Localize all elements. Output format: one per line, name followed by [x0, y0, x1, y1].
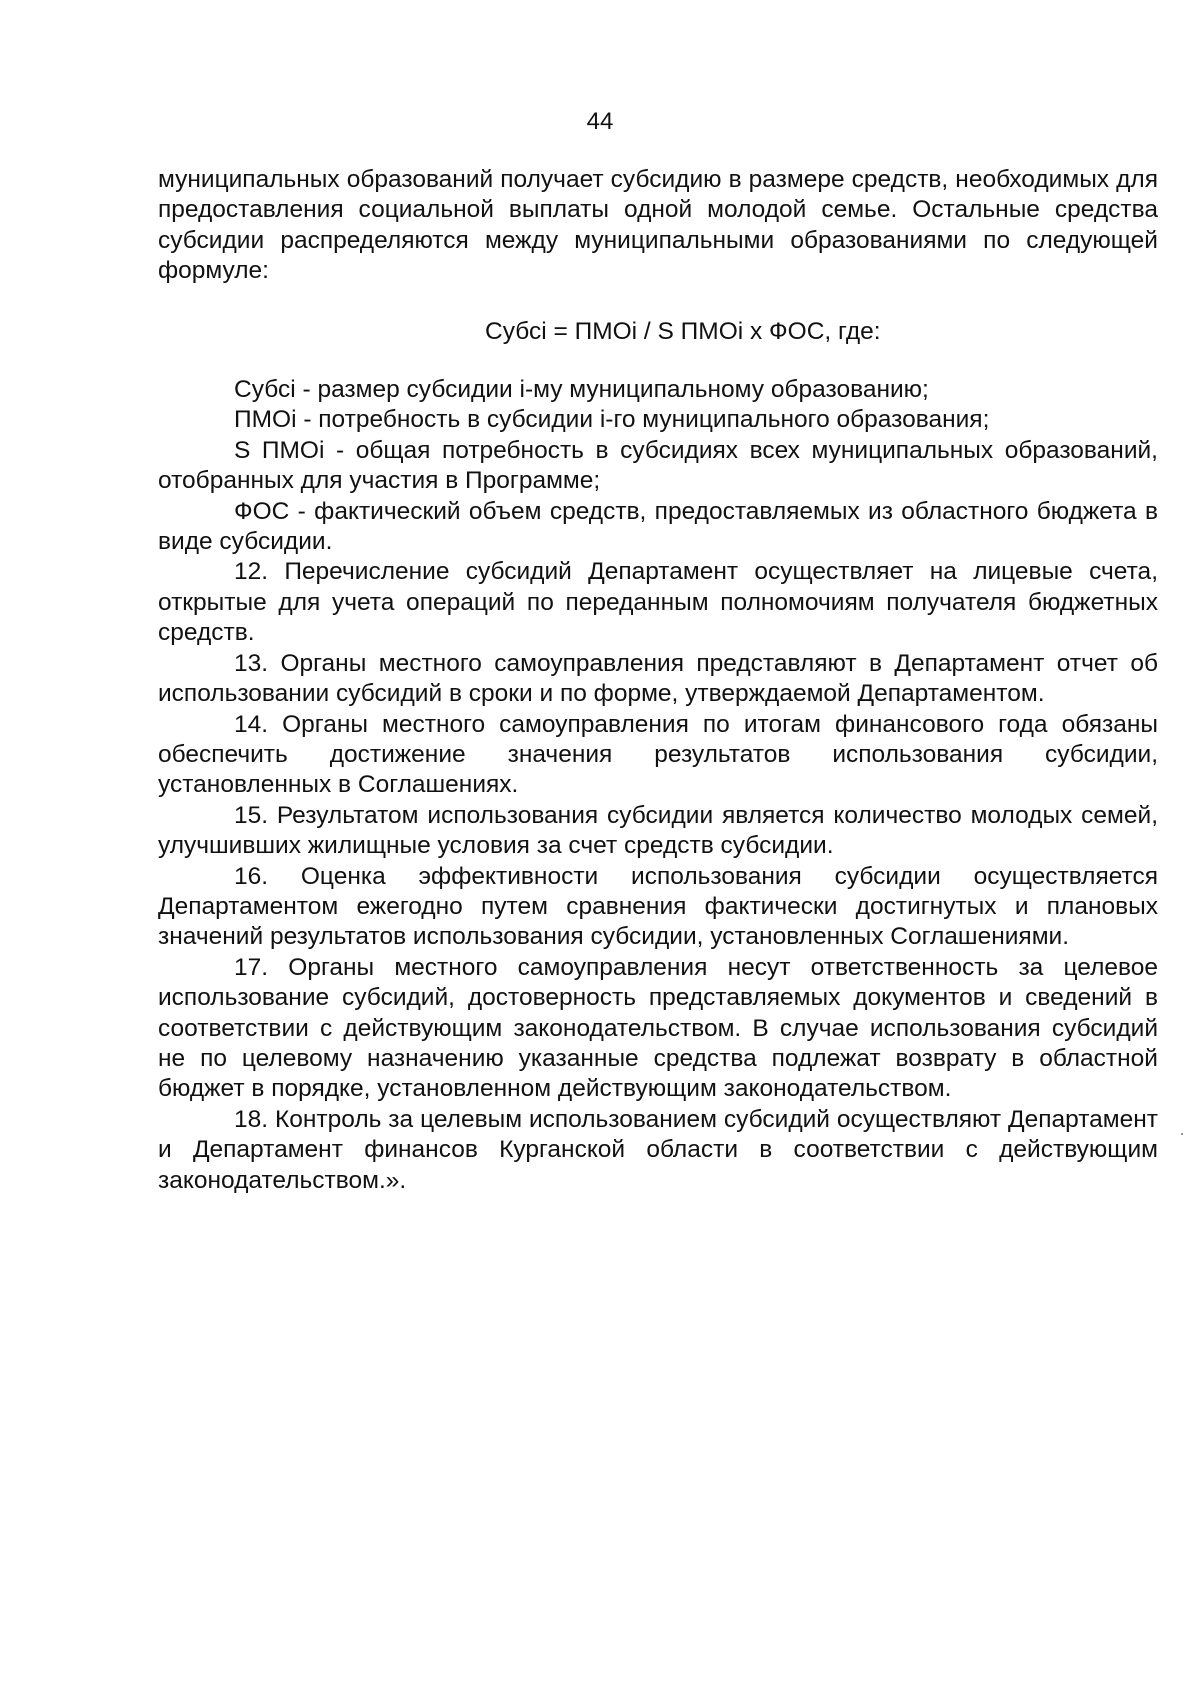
item-13: 13. Органы местного самоуправления представляют в Департамент отчет об использовании субсидий в сроки и по форме, утверждаемой Департаментом. — [158, 649, 1158, 708]
scan-speck — [1181, 1133, 1183, 1135]
item-15: 15. Результатом использования субсидии является количество молодых семей, улучшивших жилищные условия за счет средств субсидии. — [158, 801, 1158, 860]
paragraph-intro: муниципальных образований получает субсидию в размере средств, необходимых для предоставления социальной выплаты одной молодой семье. Остальные средства субсидии распределяются между муниципальными образованиями по следующей формуле: — [158, 166, 1158, 285]
formula: Субсi = ПМОi / S ПМОi x ФОС, где: — [485, 317, 881, 345]
item-16: 16. Оценка эффективности использования субсидии осуществляется Департаментом ежегодно путем сравнения фактически достигнутых и плановых значений результатов использования субсидии, установленных Соглашениями. — [158, 862, 1158, 951]
document-body — [158, 165, 1158, 1196]
definition-pmo: ПМОi - потребность в субсидии i-го муниципального образования; — [234, 406, 990, 434]
definition-subs: Субсi - размер субсидии i-му муниципальному образованию; — [234, 376, 929, 404]
item-17: 17. Органы местного самоуправления несут ответственность за целевое использование субсидий, достоверность представляемых документов и сведений в соответствии с действующим законодательством. В случае использования субсидий не по целевому назначению указанные средства подлежат возврату в областной бюджет в порядке, установленном действующим законодательством. — [158, 953, 1158, 1103]
definition-s-pmo: S ПМОi - общая потребность в субсидиях всех муниципальных образований, отобранных для участия в Программе; — [158, 436, 1158, 495]
page-number: 44 — [586, 108, 614, 135]
item-12: 12. Перечисление субсидий Департамент осуществляет на лицевые счета, открытые для учета операций по переданным полномочиям получателя бюджетных средств. — [158, 558, 1158, 647]
definition-fos: ФОС - фактический объем средств, предоставляемых из областного бюджета в виде субсидии. — [158, 497, 1158, 556]
item-14: 14. Органы местного самоуправления по итогам финансового года обязаны обеспечить достижение значения результатов использования субсидии, установленных в Соглашениях. — [158, 710, 1158, 799]
item-18: 18. Контроль за целевым использованием субсидий осуществляют Департамент и Департамент финансов Курганской области в соответствии с действующим законодательством.». — [158, 1105, 1158, 1194]
